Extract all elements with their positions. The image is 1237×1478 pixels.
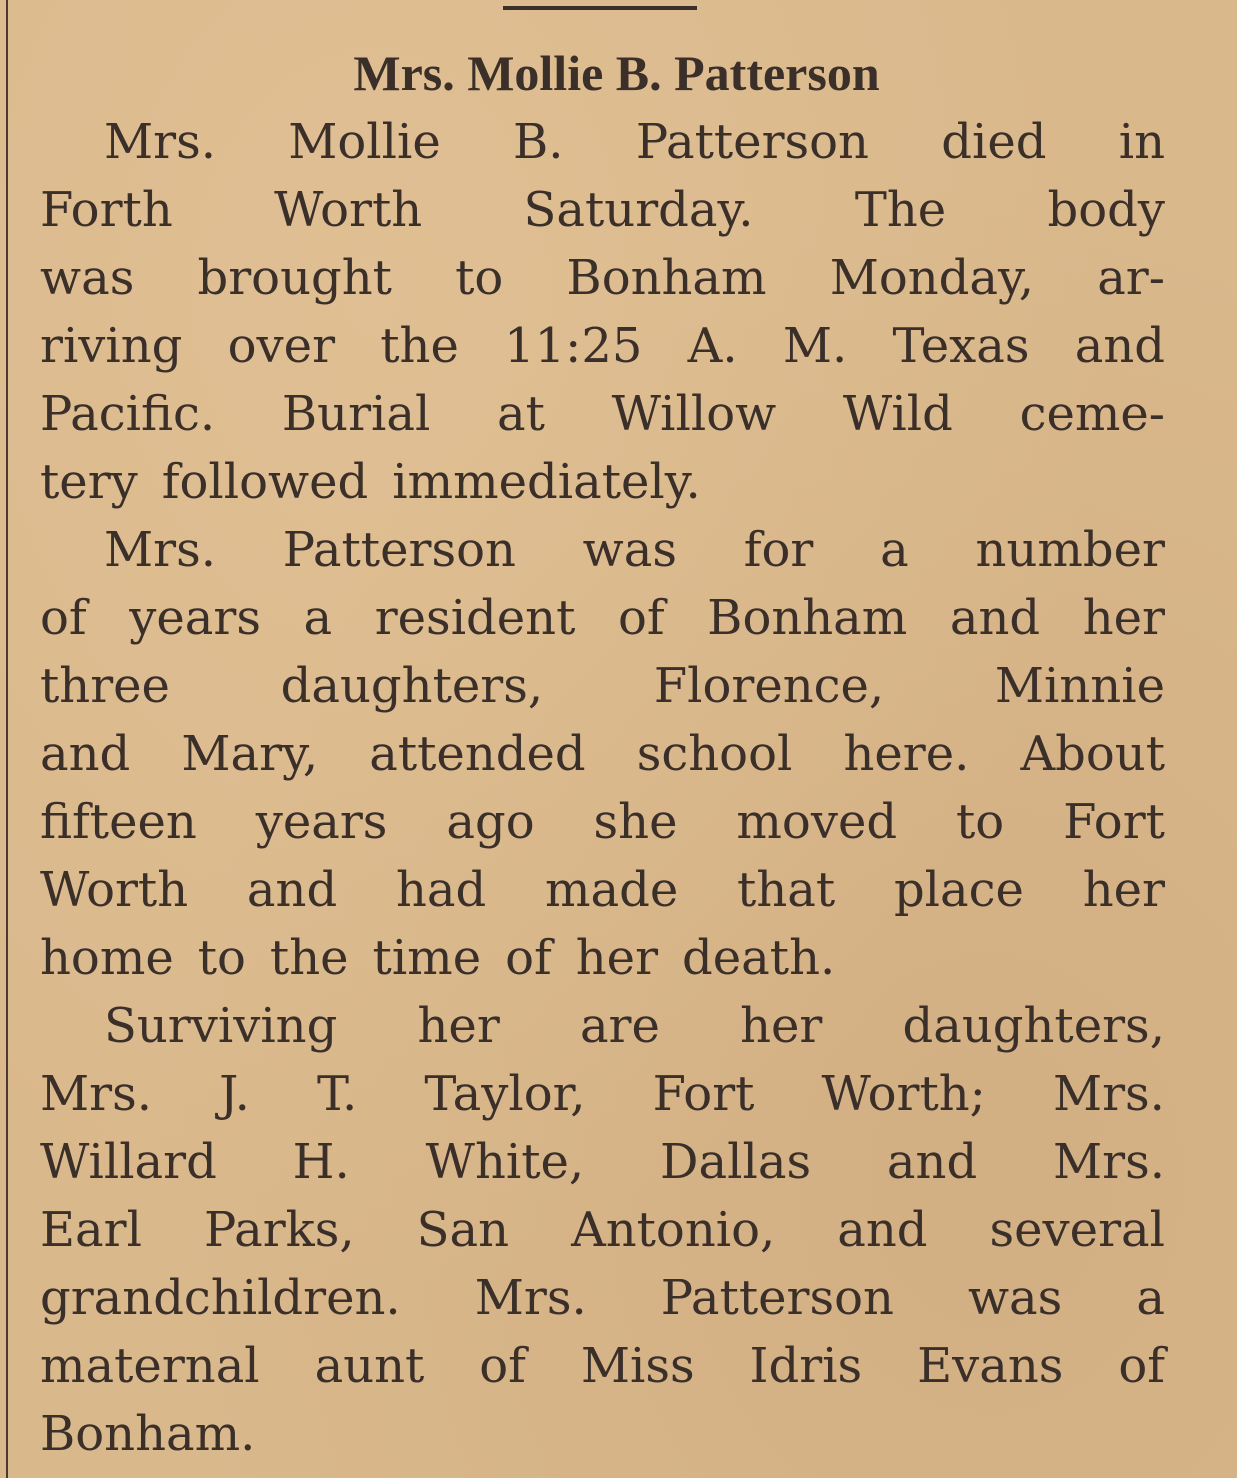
word: A. — [687, 318, 738, 374]
word: of — [617, 590, 665, 646]
word: 11:25 — [504, 318, 643, 374]
word: home — [40, 930, 174, 986]
word: Taylor, — [424, 1066, 586, 1122]
text-line — [40, 720, 1165, 788]
text-line — [40, 1060, 1165, 1128]
word: Patterson — [282, 522, 516, 578]
word: Bonham — [707, 590, 908, 646]
article-paragraph — [40, 108, 1165, 516]
article-body — [40, 108, 1165, 1468]
word: Mrs. — [474, 1270, 587, 1326]
word: M. — [782, 318, 848, 374]
text-line — [40, 108, 1165, 176]
word: years — [255, 794, 388, 850]
word: years — [129, 590, 261, 646]
word: Mrs. — [1052, 1066, 1165, 1122]
word: and — [837, 1202, 928, 1258]
word: and — [886, 1134, 978, 1190]
word: attended — [369, 726, 586, 782]
word: immediately. — [392, 454, 701, 510]
word: Mary, — [181, 726, 319, 782]
word: made — [545, 862, 679, 918]
word: H. — [292, 1134, 350, 1190]
word: her — [1082, 862, 1165, 918]
word: here. — [843, 726, 970, 782]
text-line — [40, 312, 1165, 380]
word: Bonham — [566, 250, 767, 306]
word: at — [497, 386, 545, 442]
word: The — [854, 182, 947, 238]
word: are — [579, 998, 660, 1054]
text-line — [40, 1196, 1165, 1264]
word: About — [1020, 726, 1165, 782]
word: Fort — [652, 1066, 755, 1122]
word: was — [967, 1270, 1063, 1326]
word: Worth — [274, 182, 423, 238]
column-rule — [6, 0, 8, 1478]
word: Evans — [917, 1338, 1064, 1394]
word: Parks, — [203, 1202, 355, 1258]
word: fifteen — [40, 794, 197, 850]
word: in — [1118, 114, 1165, 170]
text-line — [40, 448, 1165, 516]
word: Burial — [281, 386, 431, 442]
word: a — [1136, 1270, 1165, 1326]
word: ago — [446, 794, 535, 850]
word: place — [893, 862, 1024, 918]
word: Earl — [40, 1202, 142, 1258]
word: her — [417, 998, 500, 1054]
word: a — [880, 522, 909, 578]
word: to — [956, 794, 1005, 850]
word: grandchildren. — [40, 1270, 401, 1326]
word: T. — [316, 1066, 358, 1122]
word: Mollie — [288, 114, 441, 170]
word: over — [227, 318, 336, 374]
word: riving — [40, 318, 183, 374]
word: three — [40, 658, 170, 714]
article-paragraph — [40, 992, 1165, 1468]
word: Texas — [892, 318, 1030, 374]
word: her — [575, 930, 659, 986]
text-line — [40, 1400, 1165, 1468]
text-line — [40, 1332, 1165, 1400]
text-line — [40, 924, 1165, 992]
word: maternal — [40, 1338, 260, 1394]
word: body — [1047, 182, 1165, 238]
text-line — [40, 1264, 1165, 1332]
word: Fort — [1063, 794, 1165, 850]
article-paragraph — [40, 516, 1165, 992]
top-rule — [503, 6, 697, 10]
word: ceme- — [1019, 386, 1165, 442]
word: number — [975, 522, 1165, 578]
text-line — [40, 1128, 1165, 1196]
word: moved — [736, 794, 898, 850]
text-line — [40, 992, 1165, 1060]
word: Willow — [611, 386, 777, 442]
word: Patterson — [635, 114, 869, 170]
text-line — [40, 516, 1165, 584]
word: San — [416, 1202, 510, 1258]
word: brought — [197, 250, 392, 306]
word: Miss — [580, 1338, 695, 1394]
word: Monday, — [829, 250, 1035, 306]
word: a — [303, 590, 333, 646]
word: Antonio, — [571, 1202, 776, 1258]
word: and — [949, 590, 1041, 646]
word: and — [40, 726, 131, 782]
word: Worth — [40, 862, 189, 918]
word: had — [395, 862, 487, 918]
word: her — [1082, 590, 1165, 646]
word: was — [40, 250, 135, 306]
obituary-article — [40, 38, 1165, 1468]
word: J. — [219, 1066, 250, 1122]
word: death. — [682, 930, 836, 986]
word: school — [636, 726, 793, 782]
word: Mrs. — [104, 522, 216, 578]
text-line — [40, 176, 1165, 244]
word: aunt — [314, 1338, 425, 1394]
word: Minnie — [994, 658, 1165, 714]
word: Wild — [842, 386, 953, 442]
word: daughters, — [280, 658, 544, 714]
word: and — [246, 862, 338, 918]
text-line — [40, 652, 1165, 720]
word: Surviving — [104, 998, 338, 1054]
word: and — [1074, 318, 1165, 374]
word: died — [941, 114, 1047, 170]
word: Bonham. — [40, 1406, 256, 1462]
word: to — [197, 930, 246, 986]
word: Mrs. — [104, 114, 216, 170]
word: to — [455, 250, 504, 306]
word: Patterson — [660, 1270, 894, 1326]
word: followed — [161, 454, 369, 510]
word: Willard — [40, 1134, 217, 1190]
word: time — [372, 930, 482, 986]
text-line — [40, 380, 1165, 448]
word: of — [505, 930, 552, 986]
word: White, — [425, 1134, 585, 1190]
word: resident — [374, 590, 576, 646]
word: for — [743, 522, 814, 578]
text-line — [40, 856, 1165, 924]
word: B. — [513, 114, 564, 170]
word: of — [479, 1338, 526, 1394]
word: tery — [40, 454, 138, 510]
word: ar- — [1097, 250, 1165, 306]
word: the — [269, 930, 349, 986]
text-line — [40, 788, 1165, 856]
word: daughters, — [902, 998, 1165, 1054]
word: Forth — [40, 182, 173, 238]
word: Worth; — [821, 1066, 986, 1122]
word: the — [380, 318, 459, 374]
word: Saturday. — [523, 182, 754, 238]
word: several — [989, 1202, 1165, 1258]
word: Florence, — [653, 658, 885, 714]
article-headline: Mrs. Mollie B. Patterson — [353, 45, 880, 101]
word: of — [1118, 1338, 1165, 1394]
word: Mrs. — [40, 1066, 152, 1122]
word: she — [593, 794, 678, 850]
text-line — [40, 584, 1165, 652]
word: that — [737, 862, 836, 918]
word: Pacific. — [40, 386, 216, 442]
word: Dallas — [660, 1134, 812, 1190]
word: Idris — [749, 1338, 863, 1394]
word: Mrs. — [1053, 1134, 1165, 1190]
text-line — [40, 244, 1165, 312]
word: of — [40, 590, 87, 646]
word: was — [582, 522, 677, 578]
word: her — [740, 998, 823, 1054]
